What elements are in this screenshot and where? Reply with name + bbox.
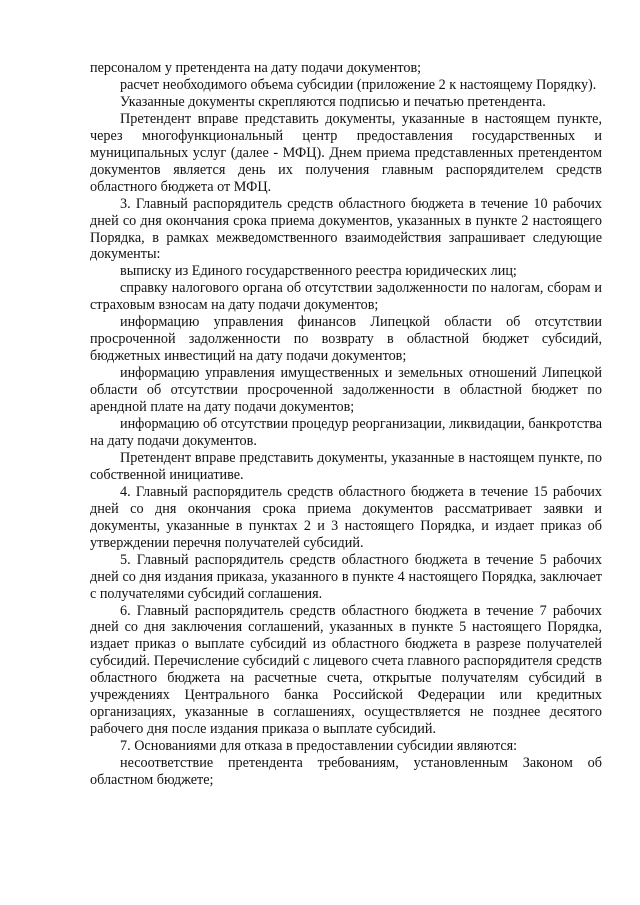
paragraph-item-4: 4. Главный распорядитель средств областного бюджета в течение 15 рабочих дней со дня окончания срока приема документов рассматривает заявки и документы, указанные в пунктах 2 и 3 настоящего Порядка, и издает приказ об утверждении перечня получателей субсидий. <box>90 483 602 551</box>
paragraph-item-6: 6. Главный распорядитель средств областного бюджета в течение 7 рабочих дней со дня заключения соглашений, указанных в пункте 5 настоящего Порядка, издает приказ о выплате субсидий из областного бюджета в разрезе получателей субсидий. Перечисление субсидий с лицевого счета главного распорядителя средств областного бюджета на расчетные счета, открытые получателям субсидий в учреждениях Центрального банка Российской Федерации или кредитных организациях, указанные в соглашениях, осуществляется не позднее десятого рабочего дня после издания приказа о выплате субсидий. <box>90 602 602 738</box>
paragraph-documents-sealed: Указанные документы скрепляются подписью и печатью претендента. <box>120 93 546 110</box>
paragraph-continuation: персоналом у претендента на дату подачи документов; <box>90 60 422 76</box>
paragraph-egrul-extract: выписку из Единого государственного реестра юридических лиц; <box>120 263 517 280</box>
paragraph-tax-certificate: справку налогового органа об отсутствии задолженности по налогам, сборам и страховым взносам на дату подачи документов; <box>90 280 602 314</box>
paragraph-bankruptcy-info: информацию об отсутствии процедур реорганизации, ликвидации, банкротства на дату подачи документов. <box>90 416 602 449</box>
paragraph-item-7: 7. Основаниями для отказа в предоставлении субсидии являются: <box>120 738 518 755</box>
paragraph-own-initiative: Претендент вправе представить документы, указанные в настоящем пункте, по собственной инициативе. <box>90 449 602 483</box>
paragraph-nonconformity: несоответствие претендента требованиям, установленным Законом об областном бюджете; <box>90 755 602 789</box>
paragraph-subsidy-calculation: расчет необходимого объема субсидии (приложение 2 к настоящему Порядку). <box>120 76 597 93</box>
paragraph-property-info: информацию управления имущественных и земельных отношений Липецкой области об отсутствии просроченной задолженности в областной бюджет по арендной плате на дату подачи документов; <box>90 365 602 416</box>
paragraph-finance-info: информацию управления финансов Липецкой области об отсутствии просроченной задолженности по возврату в областной бюджет субсидий, бюджетных инвестиций на дату подачи документов; <box>90 314 602 365</box>
document-page <box>90 60 602 789</box>
paragraph-item-5: 5. Главный распорядитель средств областного бюджета в течение 5 рабочих дней со дня издания приказа, указанного в пункте 4 настоящего Порядка, заключает с получателями субсидий соглашения. <box>90 551 602 602</box>
paragraph-mfc-submission: Претендент вправе представить документы, указанные в настоящем пункте, через многофункциональный центр предоставления государственных и муниципальных услуг (далее - МФЦ). Днем приема представленных претендентом документов является день их получения главным распорядителем средств областного бюджета от МФЦ. <box>90 110 602 195</box>
paragraph-item-3: 3. Главный распорядитель средств областного бюджета в течение 10 рабочих дней со дня окончания срока приема документов, указанных в пункте 2 настоящего Порядка, в рамках межведомственного взаимодействия запрашивает следующие документы: <box>90 195 602 263</box>
